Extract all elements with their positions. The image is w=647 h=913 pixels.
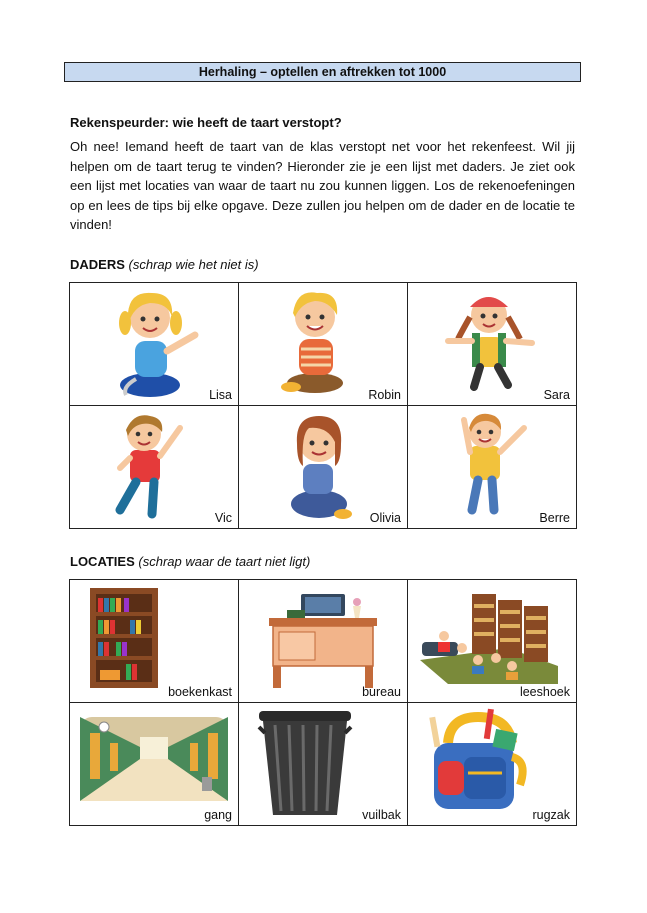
reading-corner-illustration: [408, 580, 576, 702]
locatie-cell-boekenkast[interactable]: [70, 580, 239, 703]
locatie-label-leeshoek: leeshoek: [519, 685, 570, 699]
girl-kneeling-illustration: [70, 283, 238, 405]
dader-cell-sara[interactable]: [408, 283, 577, 406]
daders-note: (schrap wie het niet is): [128, 257, 259, 272]
locaties-grid: [69, 579, 577, 826]
dader-cell-lisa[interactable]: [70, 283, 239, 406]
trash-bin-illustration: [239, 703, 407, 825]
intro-paragraph: Oh nee! Iemand heeft de taart van de klas verstopt net voor het rekenfeest. Wil jij helpen om de taart terug te vinden? Hieronder zie je een lijst met daders. Je ziet ook een lijst met locaties van waar de taart nu zou kunnen liggen. Los de rekenoefeningen op en lees de tips bij elke opgave. Deze zullen jou helpen om de dader en de locatie te vinden!: [70, 139, 575, 232]
hallway-illustration: [70, 703, 238, 825]
locatie-label-vuilbak: vuilbak: [362, 808, 401, 822]
locatie-label-boekenkast: boekenkast: [168, 685, 232, 699]
dader-cell-berre[interactable]: [408, 406, 577, 529]
dader-label-vic: Vic: [214, 511, 232, 525]
boy-sitting-illustration: [239, 283, 407, 405]
bookcase-illustration: [70, 580, 238, 702]
backpack-illustration: [408, 703, 576, 825]
locatie-cell-vuilbak[interactable]: [239, 703, 408, 826]
dader-cell-robin[interactable]: [239, 283, 408, 406]
dader-cell-olivia[interactable]: [239, 406, 408, 529]
daders-grid: [69, 282, 577, 529]
boy-cheering-illustration: [408, 406, 576, 528]
daders-section-title: [70, 257, 259, 272]
locatie-cell-bureau[interactable]: [239, 580, 408, 703]
dader-label-lisa: Lisa: [209, 388, 232, 402]
dader-cell-vic[interactable]: [70, 406, 239, 529]
girl-sitting-illustration: [239, 406, 407, 528]
girl-jumping-illustration: [408, 283, 576, 405]
locatie-cell-gang[interactable]: [70, 703, 239, 826]
locatie-label-bureau: bureau: [362, 685, 401, 699]
locatie-label-gang: gang: [204, 808, 232, 822]
desk-illustration: [239, 580, 407, 702]
boy-running-illustration: [70, 406, 238, 528]
daders-title: DADERS: [70, 257, 125, 272]
dader-label-sara: Sara: [543, 388, 570, 402]
locaties-section-title: [70, 554, 310, 569]
locaties-title: LOCATIES: [70, 554, 135, 569]
dader-label-robin: Robin: [368, 388, 401, 402]
dader-label-berre: Berre: [539, 511, 570, 525]
page-heading: Rekenspeurder: wie heeft de taart verstopt?: [70, 115, 342, 130]
locatie-cell-leeshoek[interactable]: [408, 580, 577, 703]
dader-label-olivia: Olivia: [369, 511, 401, 525]
locatie-cell-rugzak[interactable]: [408, 703, 577, 826]
locaties-note: (schrap waar de taart niet ligt): [138, 554, 311, 569]
worksheet-title: Herhaling – optellen en aftrekken tot 1000: [64, 62, 581, 82]
locatie-label-rugzak: rugzak: [532, 808, 570, 822]
